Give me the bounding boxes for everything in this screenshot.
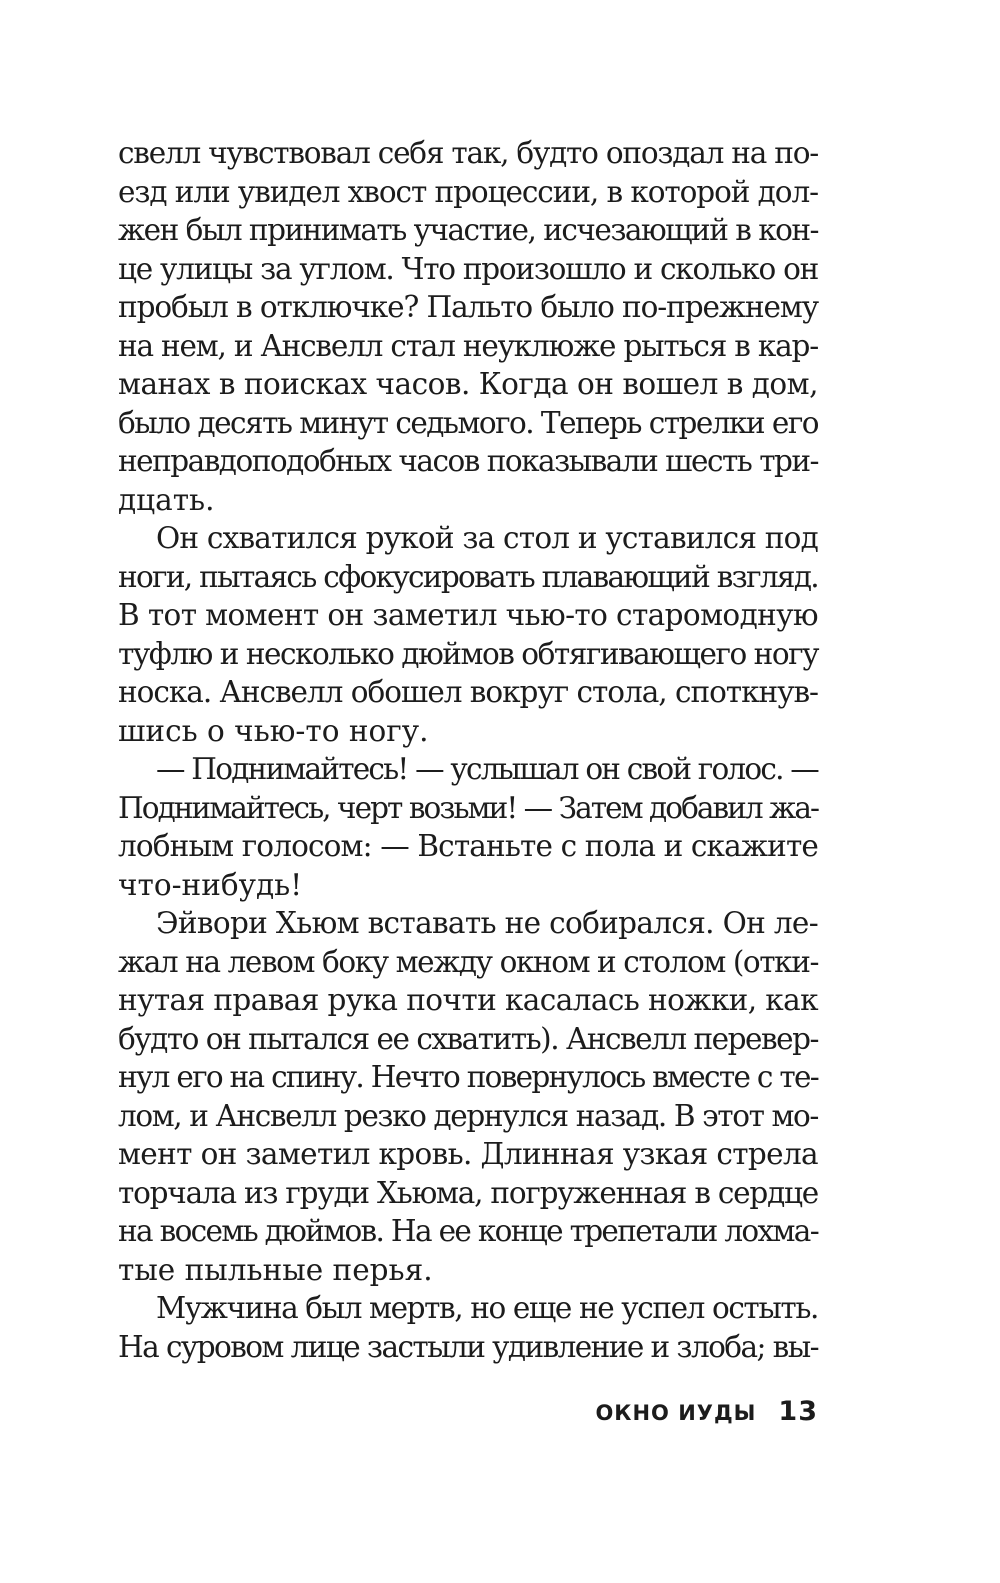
text-line: тые пыльные перья. bbox=[118, 1252, 433, 1287]
text-line: На суровом лице застыли удивление и злоба; вы- bbox=[118, 1329, 818, 1364]
text-line: мент он заметил кровь. Длинная узкая стрела bbox=[118, 1137, 818, 1171]
text-line: Мужчина был мертв, но еще не успел остыть. bbox=[156, 1291, 818, 1325]
text-line: торчала из груди Хьюма, погруженная в сердце bbox=[118, 1175, 818, 1210]
text-line: Эйвори Хьюм вставать не собирался. Он ле- bbox=[156, 906, 818, 940]
text-line: — Поднимайтесь! — услышал он свой голос. — bbox=[156, 752, 818, 786]
text-line: на нем, и Ансвелл стал неуклюже рыться в кар- bbox=[118, 328, 818, 363]
body-text bbox=[118, 134, 818, 1366]
page-number: 13 bbox=[778, 1396, 818, 1427]
text-line: жал на левом боку между окном и столом (отки- bbox=[118, 944, 818, 979]
text-line: манах в поисках часов. Когда он вошел в дом, bbox=[118, 367, 818, 401]
text-line: нутая правая рука почти касалась ножки, как bbox=[118, 983, 818, 1017]
text-line: це улицы за углом. Что произошло и сколько он bbox=[118, 251, 818, 286]
text-line: неправдоподобных часов показывали шесть три- bbox=[118, 444, 818, 478]
text-line: Он схватился рукой за стол и уставился под bbox=[156, 521, 818, 555]
text-line: нул его на спину. Нечто повернулось вместе с те- bbox=[118, 1060, 818, 1094]
text-line: В тот момент он заметил чью-то старомодную bbox=[118, 598, 818, 632]
text-line: туфлю и несколько дюймов обтягивающего ногу bbox=[118, 636, 818, 671]
text-line: жен был принимать участие, исчезающий в кон- bbox=[118, 213, 818, 247]
text-line: лобным голосом: — Встаньте с пола и скажите bbox=[118, 829, 818, 863]
page-footer bbox=[595, 1396, 818, 1427]
text-line: езд или увидел хвост процессии, в которой дол- bbox=[118, 174, 818, 209]
text-line: будто он пытался ее схватить). Ансвелл перевер- bbox=[118, 1021, 818, 1056]
text-line: было десять минут седьмого. Теперь стрелки его bbox=[118, 405, 818, 440]
text-line: что-нибудь! bbox=[118, 867, 303, 902]
text-line: дцать. bbox=[118, 482, 215, 517]
text-line: шись о чью-то ногу. bbox=[118, 713, 429, 748]
text-line: свелл чувствовал себя так, будто опоздал на по- bbox=[118, 136, 818, 170]
running-title: ОКНО ИУДЫ bbox=[595, 1401, 757, 1425]
text-line: ноги, пытаясь сфокусировать плавающий взгляд. bbox=[118, 559, 818, 594]
text-line: Поднимайтесь, черт возьми! — Затем добавил жа- bbox=[118, 790, 818, 825]
text-line: носка. Ансвелл обошел вокруг стола, споткнув- bbox=[118, 675, 818, 709]
text-line: на восемь дюймов. На ее конце трепетали лохма- bbox=[118, 1214, 818, 1248]
text-line: лом, и Ансвелл резко дернулся назад. В этот мо- bbox=[118, 1098, 818, 1133]
text-line: пробыл в отключке? Пальто было по-прежнему bbox=[118, 290, 818, 324]
